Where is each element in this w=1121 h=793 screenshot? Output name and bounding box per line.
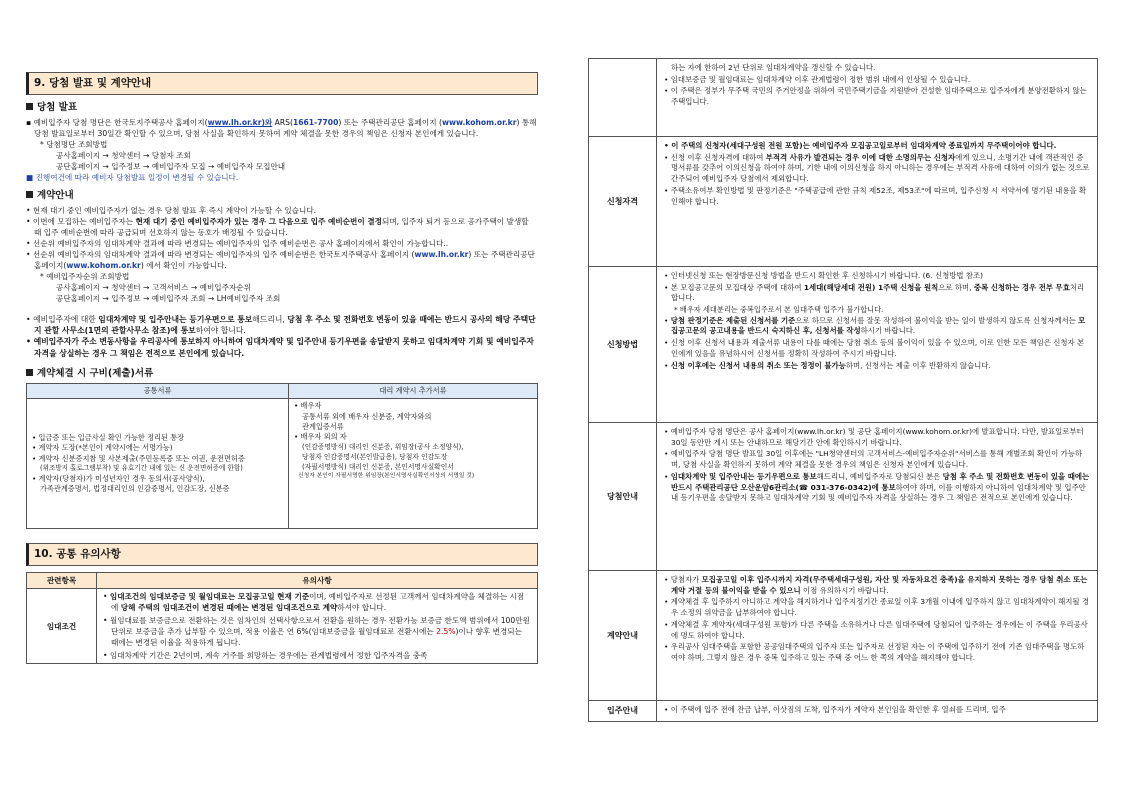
docs-proxy-cell: • 배우자 공통서류 외에 배우자 신분증, 계약자와의 관계입증서류 • 배우자 외의 자 (인감증명방식) 대리인 신분증, 위임장(공사 소정양식), 당첨자 인감증명서(본인발급용), 당첨자 인감도장 (자필서명방식) 대리인 신분증, 본인서명사실확인서 신청자 본인이 자필서명한 위임장(본인서명사실확인서상의 서명일 것) xyxy=(289,399,538,529)
kohom-link[interactable]: www.kohom.or.kr xyxy=(66,260,141,270)
docs-table xyxy=(26,383,538,529)
announce-how-1: 공사홈페이지 → 청약센터 → 당첨자 조회 xyxy=(56,150,191,160)
docs-common-cell: • 입금증 또는 입금사실 확인 가능한 정리된 통장 • 계약자 도장(*본인이 계약시에는 서명가능) • 계약자 신분증지참 및 사본제출(주민등록증 또는 여권, 운전면허증 (위조방지 홀로그램부착) 및 유효기간 내에 있는 신 운전면허증에 한함) • 계약자(당첨자)가 미성년자인 경우 동의서(공사양식), 가족관계증명서, 법정대리인의 인감증명서, 인감도장, 신분증 xyxy=(27,399,289,529)
label-qualification: 신청자격 xyxy=(589,137,657,267)
label-method: 신청방법 xyxy=(589,267,657,423)
contract-item-6: • 예비입주자가 주소 변동사항을 우리공사에 통보하지 아니하여 임대차계약 및 입주안내 등기우편을 송달받지 못하고 임대차계약 기회 및 예비입주자 자격을 상실하는 경우 그 책임은 전적으로 본인에게 있습니다. xyxy=(26,337,534,358)
kohom-link[interactable]: www.kohom.or.kr xyxy=(441,117,517,127)
section-9-title: 9. 당첨 발표 및 계약안내 xyxy=(26,72,538,95)
contract-item-2: • 이번에 모집하는 예비입주자는 현재 대기 중인 예비입주자가 있는 경우 그 다음으로 입주 예비순번이 결정되며, 입주자 퇴거 등으로 공가주택이 발생할 때 입주 예비순번에 따라 공급되며 선호하지 않는 동호가 배정될 수 있습니다. xyxy=(26,216,529,237)
lh-link[interactable]: www.lh.or.kr)와 xyxy=(207,117,273,127)
contract-item-3: • 선순위 예비입주자의 임대차계약 결과에 따라 변경되는 예비입주자의 입주 예비순번은 공사 홈페이지에서 확인이 가능합니다.. xyxy=(26,238,449,248)
contract-item-5: • 예비입주자에 대한 임대차계약 및 입주안내는 등기우편으로 통보해드리니, 당첨 후 주소 및 전화번호 변동이 있을 때에는 반드시 공사의 해당 주택단지 관할 사무소(1면의 관할사무소 참조)에 통보하여야 합니다. xyxy=(26,314,536,336)
rank-how: * 예비입주자순위 조회방법 xyxy=(40,271,130,281)
section-10-title: 10. 공통 유의사항 xyxy=(26,543,538,566)
winner-cell: • 예비입주자 당첨 명단은 공사 홈페이지(www.lh.or.kr) 및 공단 홈페이지(www.kohom.or.kr)에 발표합니다. 다만, 발표일로부터 30일 동안만 게시 또는 안내하므로 해당기간 안에 확인하시기 바랍니다. • 예비입주자 당첨 명단 발표일 30일 이후에는 "LH청약센터의 고객서비스-예비입주자순위"서비스를 통해 개별조회 확인이 가능하며, 당첨 사실을 확인하지 못하여 계약 체결을 못한 경우의 책임은 신청자 본인에게 있습니다. • 임대차계약 및 입주안내는 등기우편으로 통보해드리니, 예비입주자로 당첨되신 분은 당첨 후 주소 및 전화번호 변동이 있을 때에는 반드시 주택관리공단 오산운암6관리소(☎ 031-376-0342)에 통보하여야 하며, 이를 이행하지 아니하여 임대차계약 및 입주안내 등기우편을 송달받지 못하고 임대차계약 기회 및 예비입주자 자격을 상실하는 경우 그 책임은 전적으로 본인에게 있습니다. xyxy=(657,423,1098,571)
announce-how: * 당첨명단 조회방법 xyxy=(40,139,108,149)
announce-how-2: 공단홈페이지 → 입주정보 → 예비입주자 모집 → 예비입주자 모집안내 xyxy=(56,161,286,171)
label-contract: 계약안내 xyxy=(589,571,657,701)
move-in-cell: • 이 주택에 입주 전에 잔금 납부, 이삿짐의 도착, 입주자가 계약자 본인임을 확인한 후 열쇠를 드리며, 입주 xyxy=(657,701,1098,722)
notes-rent-cell: • 임대조건의 임대보증금 및 월임대료는 모집공고일 현재 기준이며, 예비입주자로 선정된 고객께서 임대차계약을 체결하는 시점에 당해 주택의 임대조건이 변경된 때에는 변경된 임대조건으로 계약하셔야 합니다. • 월임대료를 보증금으로 전환하는 것은 임차인의 선택사항으로서 전환을 원하는 경우 전환가능 보증금 한도액 범위에서 100만원 단위로 보증금을 추가 납부할 수 있으며, 적용 이율은 연 6%(임대보증금을 월임대료로 전환시에는 2.5%)이나 향후 변경되는 때에는 변경된 이율을 적용하게 됩니다. • 임대차계약 기간은 2년이며, 계속 거주를 희망하는 경우에는 관계법령에서 정한 입주자격을 충족 xyxy=(97,589,538,664)
rank-how-2: 공단홈페이지 → 입주정보 → 예비입주자 조회 → LH예비입주자 조회 xyxy=(56,293,281,303)
docs-col-proxy: 대리 계약시 추가서류 xyxy=(289,383,538,398)
left-column xyxy=(26,0,538,664)
rent-cont-cell: 하는 자에 한하여 2년 단위로 임대차계약을 갱신할 수 있습니다. • 임대보증금 및 월임대료는 임대차계약 이후 관계법령이 정한 범위 내에서 인상될 수 있습니다. • 이 주택은 정부가 무주택 국민의 주거안정을 위하여 국민주택기금을 지원받아 건설한 임대주택으로 입주자에게 분양전환하지 않는 주택입니다. xyxy=(657,59,1098,137)
qualification-cell: • 이 주택의 신청자(세대구성원 전원 포함)는 예비입주자 모집공고일로부터 임대차계약 종료일까지 무주택이어야 합니다. • 신청 이후 신청자격에 대하여 부적격 사유가 발견되는 경우 이에 대한 소명의무는 신청자에게 있으니, 소명기간 내에 객관적인 증명서류를 갖추어 이의신청을 하여야 하며, 기한 내에 이의신청을 하지 아니하는 경우에는 부적격 사유에 대하여 이의가 없는 것으로 간주되어 예비입주자 당첨에서 제외합니다. • 주택소유여부 확인방법 및 판정기준은 "주택공급에 관한 규칙 제52조, 제53조"에 따르며, 입주신청 시 서약서에 명기된 내용을 확인해야 합니다. xyxy=(657,137,1098,267)
contract-item-4: • 선순위 예비입주자의 임대차계약 결과에 따라 변경되는 예비입주자의 입주 예비순번은 한국토지주택공사 홈페이지 (www.lh.or.kr) 또는 주택관리공단 홈페이지(www.kohom.or.kr) 에서 확인이 가능합니다. xyxy=(26,249,535,270)
lh-link[interactable]: www.lh.or.kr xyxy=(414,249,469,259)
right-column xyxy=(588,58,1098,722)
label-winner: 당첨안내 xyxy=(589,423,657,571)
method-cell: • 인터넷신청 또는 현장방문신청 방법을 반드시 확인한 후 신청하시기 바랍니다. (6. 신청방법 참조) • 본 모집공고문의 모집대상 주택에 대하여 1세대(해당세대 전원) 1주택 신청을 원칙으로 하며, 중복 신청하는 경우 전부 무효처리 합니다. * 배우자 세대분리는 중복입주로서 본 임대주택 입주가 불가합니다. • 당첨 판정기준은 제출된 신청서를 기준으로 하므로 신청서를 잘못 작성하여 불이익을 받는 일이 발생하지 않도록 신청자께서는 모집공고문의 공고내용을 반드시 숙지하신 후, 신청서를 작성하시기 바랍니다. • 신청 이후 신청서 내용과 제출서류 내용이 다를 때에는 당첨 취소 등의 불이익이 있을 수 있으며, 이로 인한 모든 책임은 신청자 본인에게 있음을 유념하시어 신청서를 정확히 작성하여 주시기 바랍니다. • 신청 이후에는 신청서 내용의 취소 또는 정정이 불가능하며, 신청서는 제출 이후 반환하지 않습니다. xyxy=(657,267,1098,423)
label-blank xyxy=(589,59,657,137)
contract-heading: 계약안내 xyxy=(26,189,538,203)
label-move-in: 입주안내 xyxy=(589,701,657,722)
announce-schedule-note: ■ 진행여건에 따라 예비자 당첨발표 일정이 변경될 수 있습니다. xyxy=(26,172,239,182)
notes-label-rent: 임대조건 xyxy=(27,589,97,664)
notes-col-item: 관련항목 xyxy=(27,573,97,589)
contract-item-1: • 현재 대기 중인 예비입주자가 없는 경우 당첨 발표 후 즉시 계약이 가능할 수 있습니다. xyxy=(26,205,317,215)
notes-table xyxy=(26,572,538,664)
square-bullet-icon xyxy=(26,369,33,376)
announce-heading: 당첨 발표 xyxy=(26,101,538,115)
docs-heading: 계약체결 시 구비(제출)서류 xyxy=(26,367,538,381)
docs-col-common: 공통서류 xyxy=(27,383,289,398)
contract-cell: • 당첨자가 모집공고일 이후 입주시까지 자격(무주택세대구성원, 자산 및 자동차요건 충족)을 유지하지 못하는 경우 당첨 취소 또는 계약 거절 등의 불이익을 받을 수 있으니 이점 유의하시기 바랍니다. • 계약체결 후 입주하지 아니하고 계약을 해지하거나 입주지정기간 종료일 이후 3개월 이내에 입주하지 않고 임대차계약이 해지될 경우 소정의 위약금을 납부하여야 합니다. • 계약체결 후 계약자(세대구성원 포함)가 다른 주택을 소유하거나 다른 임대주택에 당첨되어 입주하는 경우에는 이 주택을 우리공사에 명도 하여야 합니다. • 우리공사 임대주택을 포함한 공공임대주택의 입주자 또는 입주자로 선정된 자는 이 주택에 입주하기 전에 기존 임대주택을 명도하여야 하며, 그렇지 않은 경우 중복 입주하고 있는 주택 중 어느 한 쪽의 계약을 해지해야 합니다. xyxy=(657,571,1098,701)
right-notes-table xyxy=(588,58,1098,722)
notes-col-content: 유의사항 xyxy=(97,573,538,589)
square-bullet-icon xyxy=(26,103,33,110)
rank-how-1: 공사홈페이지 → 청약센터 → 고객서비스 → 예비입주자순위 xyxy=(56,282,251,292)
square-bullet-icon xyxy=(26,191,33,198)
announce-paragraph: ▪ 예비입주자 당첨 명단은 한국토지주택공사 홈페이지(www.lh.or.kr)와 ARS(1661-7700) 또는 주택관리공단 홈페이지 (www.kohom.or.kr) 통해 당첨 발표일로부터 30일간 확인할 수 있으며, 당첨 사실을 확인하지 못하여 계약 체결을 못한 경우의 책임은 신청자 본인에게 있습니다. xyxy=(26,117,537,138)
